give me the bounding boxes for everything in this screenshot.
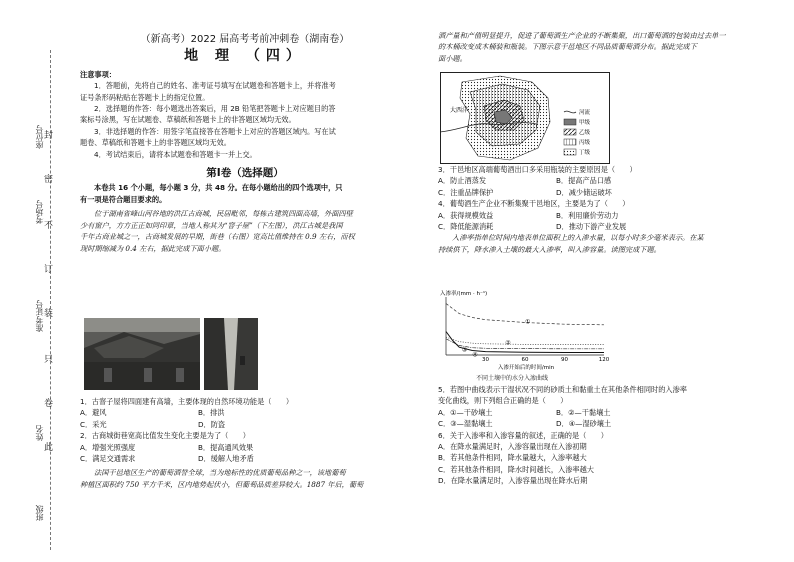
section-title: 第Ⅰ卷（选择题） (206, 167, 284, 180)
series-3-label: ③ (461, 346, 468, 354)
binding-mark-2: 密 (44, 175, 54, 185)
x-tick-label: 120 (598, 357, 610, 363)
q2-option-c[interactable]: C．满足交通需求 (80, 454, 136, 464)
passage-line: 入渗率指单位时间内地表单位面积上的入渗水量，以每小时多少毫米表示。在某 (452, 233, 704, 243)
passage-2-cont (438, 30, 768, 64)
notice-block (80, 69, 410, 160)
series-4-curve (446, 332, 604, 353)
q3-option-b[interactable]: B．提高产品口感 (556, 176, 612, 186)
passage-line: 法国干邑地区生产的葡萄酒誉全球，当为地标性的优质葡萄品种之一，该地葡萄 (94, 468, 346, 478)
chart-ylabel: 入渗率/(mm · h⁻¹) (440, 291, 488, 297)
notice-line: 4．考试结束后，请将本试题卷和答题卡一并上交。 (94, 149, 257, 159)
q2-option-d[interactable]: D．缓解人地矛盾 (198, 454, 254, 464)
passage-line: 酒产量和产值明显提升，促进了葡萄酒生产企业的不断集聚，出口葡萄酒的包装由过去单一 (438, 31, 726, 40)
binding-mark-6: 只 (44, 355, 54, 365)
q6-option-a[interactable]: A．在降水量满足时，入渗容量出现在入渗初期 (438, 442, 587, 452)
passage-2-start (80, 467, 410, 490)
passage-line: 面小题。 (438, 53, 467, 63)
q1-option-a[interactable]: A．避风 (80, 408, 107, 418)
alley-photo (204, 318, 258, 390)
left-questions (80, 396, 410, 490)
q5-option-b[interactable]: B．②—干黏壤土 (556, 407, 611, 417)
series-2-curve (446, 337, 604, 344)
binding-mark-7: 卷 (44, 399, 54, 409)
right-questions-a (438, 164, 768, 255)
q5-option-a[interactable]: A．①—干砂壤土 (438, 407, 493, 417)
passage-line: 少有窗户，方方正正如同印章，当地人称其为“窨子屋”（下左图），洪江古城是我国 (80, 220, 343, 230)
q1-option-b[interactable]: B．排洪 (198, 408, 225, 418)
binding-mark-1: 封 (44, 131, 54, 141)
exam-subtitle: （新高考）2022 届高考考前冲刺卷（湖南卷） (140, 34, 350, 45)
q5-stem: 变化曲线，则下列组合正确的是（ ） (438, 396, 568, 406)
binding-mark-8: 此 (44, 443, 54, 453)
q4-option-d[interactable]: D．推动下游产业发展 (556, 222, 627, 232)
notice-line: 证号条形码粘贴在答题卡上的指定位置。 (80, 92, 210, 102)
cognac-region-map (440, 72, 610, 164)
infiltration-chart (438, 287, 618, 371)
legend-grade-b: 乙级 (579, 130, 591, 136)
q4-option-a[interactable]: A．获得规模效益 (438, 210, 494, 220)
left-column (80, 34, 410, 254)
notice-heading: 注意事项： (80, 69, 116, 79)
legend-grade-a: 甲级 (579, 120, 591, 126)
class-label: 班级 (35, 505, 44, 521)
q1-stem: 1．古窨子屋将四面建有高墙，主要体现的自然环境功能是（ ） (80, 397, 294, 406)
q3-option-a[interactable]: A．防止酒蒸发 (438, 176, 487, 186)
q2-option-b[interactable]: B．提高通风效果 (198, 442, 254, 452)
passage-3 (438, 232, 768, 255)
q3-stem: 3．干邑地区高端葡萄酒出口多采用瓶装的主要原因是（ ） (438, 165, 637, 174)
q2-option-a[interactable]: A．增强光照强度 (80, 442, 136, 452)
sea-label: 大西洋 (450, 107, 469, 114)
passage-line: 持续供下，降水渗入土壤的最大入渗率，叫入渗容量。读图完成下题。 (438, 244, 661, 254)
chart-caption: 不同土壤中的水分入渗曲线 (476, 375, 549, 382)
legend-river: 河流 (579, 110, 591, 116)
series-2-label: ② (505, 339, 511, 347)
passage-line: 位于湖南省峰山河谷地的洪江古商城，民居毗邻，每栋古建筑四面高墙，外面四壁 (94, 209, 353, 219)
notice-line: 1．答题前，先将自己的姓名、准考证号填写在试题卷和答题卡上，并将准考 (94, 81, 336, 91)
q5-stem: 5．若图中曲线表示干湿状况不同的砂质土和黏重土在其他条件相同时的入渗率 (438, 385, 687, 394)
exam-room-label: 考场号 (35, 200, 44, 224)
chart-xlabel: 入渗开始后的时间/min (497, 365, 555, 371)
name-label: 姓名 (35, 425, 44, 441)
q3-option-c[interactable]: C．注重品牌保护 (438, 187, 494, 197)
binding-mark-3: 不 (44, 221, 54, 231)
exam-title: 地 理 （四） (184, 48, 306, 65)
right-column-top (438, 30, 768, 64)
q2-stem: 2．古商城街巷宽高比值发生变化主要是为了（ ） (80, 431, 250, 441)
section-intro: 有一项是符合题目要求的。 (80, 194, 167, 204)
q6-option-d[interactable]: D．在降水量满足时，入渗容量出现在降水后期 (438, 476, 588, 486)
q5-option-c[interactable]: C．③—湿黏壤土 (438, 419, 493, 429)
series-3-curve (446, 339, 604, 349)
q6-option-b[interactable]: B．若其他条件相同，降水量越大，入渗率越大 (438, 453, 587, 463)
notice-line: 3．非选择题的作答：用签字笔直接答在答题卡上对应的答题区域内。写在试 (94, 126, 336, 136)
q5-option-d[interactable]: D．④—湿砂壤土 (556, 419, 612, 429)
q6-stem: 6．关于入渗率和入渗容量的叙述，正确的是（ ） (438, 430, 608, 440)
notice-line: 案标号涂黑，写在试题卷、草稿纸和答题卡上的非答题区域均无效。 (80, 115, 296, 125)
q1-option-c[interactable]: C．采光 (80, 419, 107, 429)
notice-line: 题卷、草稿纸和答题卡上的非答题区域均无效。 (80, 138, 231, 148)
x-tick-label: 60 (521, 357, 529, 363)
courtyard-house-photo (84, 318, 200, 390)
passage-line: 种植区面积约 750 平方千米，区内地势起伏小，但葡萄品质差异较大。1887 年后，葡萄 (80, 479, 364, 489)
q4-stem: 4．葡萄酒生产企业不断集聚干邑地区，主要是为了（ ） (438, 199, 630, 209)
q3-option-d[interactable]: D．减少储运破坏 (556, 187, 612, 197)
x-tick-label: 30 (482, 357, 489, 363)
x-tick-label: 90 (561, 357, 568, 363)
passage-1 (80, 208, 410, 254)
section-intro: 本卷共 16 个小题，每小题 3 分，共 48 分。在每小题给出的四个选项中，只 (94, 183, 343, 193)
binding-mark-5: 装 (44, 309, 54, 319)
legend-grade-d: 丁级 (579, 150, 591, 156)
notice-line: 2．选择题的作答：每小题选出答案后，用 2B 铅笔把答题卡上对应题目的答 (94, 104, 336, 114)
series-4-label: ④ (472, 351, 478, 359)
passage-line: 现时期缩减为 0.4 左右，据此完成下面小题。 (80, 243, 226, 253)
legend-grade-c: 丙级 (579, 140, 591, 146)
q6-option-c[interactable]: C．若其他条件相同，降水时间越长，入渗率越大 (438, 464, 594, 474)
passage-line: 千年古商业城之一，古商城发展的早期，街巷（右图）宽高比值维持在 0.9 左右，而权 (80, 232, 355, 242)
q4-option-c[interactable]: C．降低能源消耗 (438, 222, 494, 232)
q1-option-d[interactable]: D．防盗 (198, 419, 226, 429)
binding-mark-4: 订 (44, 265, 54, 275)
admission-number-label: 准考证号 (35, 300, 44, 332)
q4-option-b[interactable]: B．利用廉价劳动力 (556, 210, 619, 220)
right-questions-b (438, 384, 768, 487)
binding-dash-line (50, 50, 51, 550)
passage-line: 的木桶改变成木桶装和瓶装。下图示意干邑地区不同品质葡萄酒分布。据此完成下 (438, 42, 697, 52)
seat-number-label: 座位号 (35, 125, 44, 149)
series-1-label: ① (525, 318, 531, 326)
